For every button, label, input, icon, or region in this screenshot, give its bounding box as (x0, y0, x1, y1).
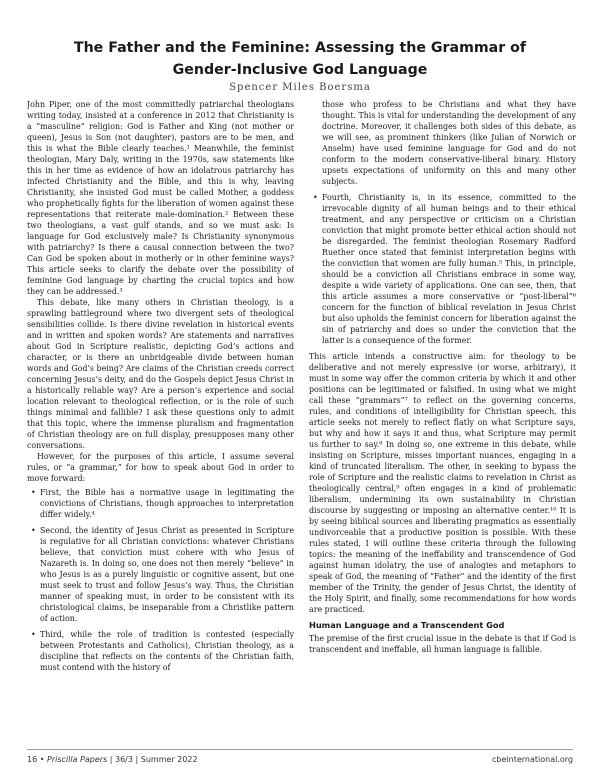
issue-date: Summer 2022 (140, 755, 198, 764)
paragraph: The premise of the first crucial issue in the debate is that if God is transcendent and ineffable, all human language is fallible. (309, 634, 576, 654)
list-item: • Second, the identity of Jesus Christ as presented in Scripture is regulative for all Christian convictions: whatever Christians believe, that conviction must cohere with who Jesus of Nazareth is. In doing so, one does not then merely “believe” in who Jesus is as a purely linguistic or cognitive assent, but one must seek to trust and follow Jesus’s way. Thus, the Christian manner of speaking must, in order to be consistent with its christological claims, be inseparable from a Christlike pattern of action. (40, 525, 294, 624)
paragraph: This article intends a constructive aim: for theology to be deliberative and not merely expressive (or worse, arbitrary), it must in some way offer the common criteria by which it and other positions can be legitimated or falsified. In using what we might call these “grammars”⁷ to reflect on the governing concerns, rules, and conditions of intelligibility for Christian speech, this article seeks not merely to reflect flatly on what Scripture says, but why and how it says it and thus, what Scripture may permit us further to say.⁸ In doing so, one extreme in this debate, while insisting on Scripture, misses important nuances, engaging in a kind of truncated literalism. The other, in seeking to bypass the role of Scripture and the realistic claims to revelation in Christ as theologically central,⁹ often engages in a kind of problematic liberalism, undermining its own sustainability in Christian discourse by suggesting or imposing an alternative center.¹⁰ It is by seeing biblical sources and liberating pragmatics as essentially undivorceable that a productive position is possible. With these rules stated, I will outline these criteria through the following topics: the meaning of the ineffability and transcendence of God against human idolatry, the use of analogies and metaphors to speak of God, the meaning of “Father” and the identity of the first member of the Trinity, the gender of Jesus Christ, the identity of the Holy Spirit, and finally, some recommendations for how words are practiced. (309, 352, 576, 614)
list-item: • Fourth, Christianity is, in its essence, committed to the irrevocable dignity of all human beings and to their ethical treatment, and any perspective or criticism on a Christian conviction that might promote better ethical action should not be disregarded. The feminist theologian Rosemary Radford Ruether once stated that feminist interpretation begins with the conviction that women are fully human.⁵ This, in principle, should be a conviction all Christians embrace in some way, despite a wide variety of applications. One can see, then, that this article assumes a more conservative or “post-liberal”⁶ concern for the function of biblical revelation in Jesus Christ but also upholds the feminist concern for liberation against the sin of patriarchy and does so under the conviction that the latter is a consequence of the former. (322, 192, 576, 346)
footer-separator: • (39, 755, 47, 764)
rules-list (27, 487, 294, 673)
issue-number: 36/3 (115, 755, 133, 764)
article-title-line-1: The Father and the Feminine: Assessing the Grammar of (73, 40, 527, 56)
section-heading: Human Language and a Transcendent God (309, 620, 505, 630)
right-column (309, 99, 576, 749)
list-item: • First, the Bible has a normative usage in legitimating the convictions of Christians, though approaches to interpretation differ widely.⁴ (40, 487, 294, 520)
rules-list-continued (309, 99, 576, 346)
footer-website[interactable]: cbeinternational.org (492, 755, 573, 764)
footer-separator: | (109, 755, 115, 764)
paragraph: John Piper, one of the most committedly patriarchal theologians writing today, insisted at a conference in 2012 that Christianity is a “masculine” religion: God is Father and King (not mother or queen), Jesus is Son (not daughter), pastors are to be men, and this is what the Bible clearly teaches.¹ Meanwhile, the feminist theologian, Mary Daly, writing in the 1970s, saw statements like this in her time as evidence of how an idolatrous patriarchy has infected Christianity and the Bible, and this is why, leaving Christianity, she insisted God must be called Mother, a goddess who prophetically fights for the liberation of women against these representations that reiterate male-domination.² Between these two theologians, a vast gulf stands, and so we must ask: Is language for God exclusively male? Is Christianity synonymous with patriarchy? Is there a causal connection between the two? Can God be spoken about in motherly or in other feminine ways? This article seeks to clarify the debate over the possibility of feminine God language by charting the crucial topics and how they can be addressed.³ (27, 100, 294, 296)
paragraph: However, for the purposes of this article, I assume several rules, or “a grammar,” for how to speak about God in order to move forward: (27, 452, 294, 483)
list-item-continued: those who profess to be Christians and what they have thought. This is vital for understanding the development of any doctrine. Moreover, it challenges both sides of this debate, as we will see, as prominent thinkers (like Julian of Norwich or Anselm) have used feminine language for God and do not conform to the modern conservative-liberal binary. History upsets expectations of uniformity on this and many other subjects. (322, 100, 576, 186)
journal-name: Priscilla Papers (47, 755, 108, 764)
footer-divider (27, 749, 573, 750)
paragraph: This debate, like many others in Christian theology, is a sprawling battleground where two divergent sets of theological sensibilities collide. Is there divine revelation in historical events and in written and spoken words? Are statements and narratives about God in Scripture realistic, depicting God’s actions and character, or is there an unbridgeable divide between human words and God’s being? Are claims of the Christian creeds correct concerning Jesus’s deity, and do the Gospels depict Jesus Christ in a historically reliable way? Are a person’s experience and social location relevant to theological reflection, or is the role of such things minimal and fallible? I ask these questions only to admit that this topic, where the immense pluralism and fragmentation of Christian theology are on full display, presupposes many other conversations. (27, 298, 294, 450)
article-author: Spencer Miles Boersma (229, 82, 371, 93)
left-column (27, 99, 294, 749)
page-number: 16 (27, 755, 38, 764)
article-title-line-2: Gender-Inclusive God Language (172, 62, 428, 78)
footer-left (27, 755, 198, 764)
footer-separator: | (135, 755, 141, 764)
list-item: • Third, while the role of tradition is contested (especially between Protestants and Catholics), Christian theology, as a discipline that reflects on the contents of the Christian faith, must contend with the history of (40, 629, 294, 673)
